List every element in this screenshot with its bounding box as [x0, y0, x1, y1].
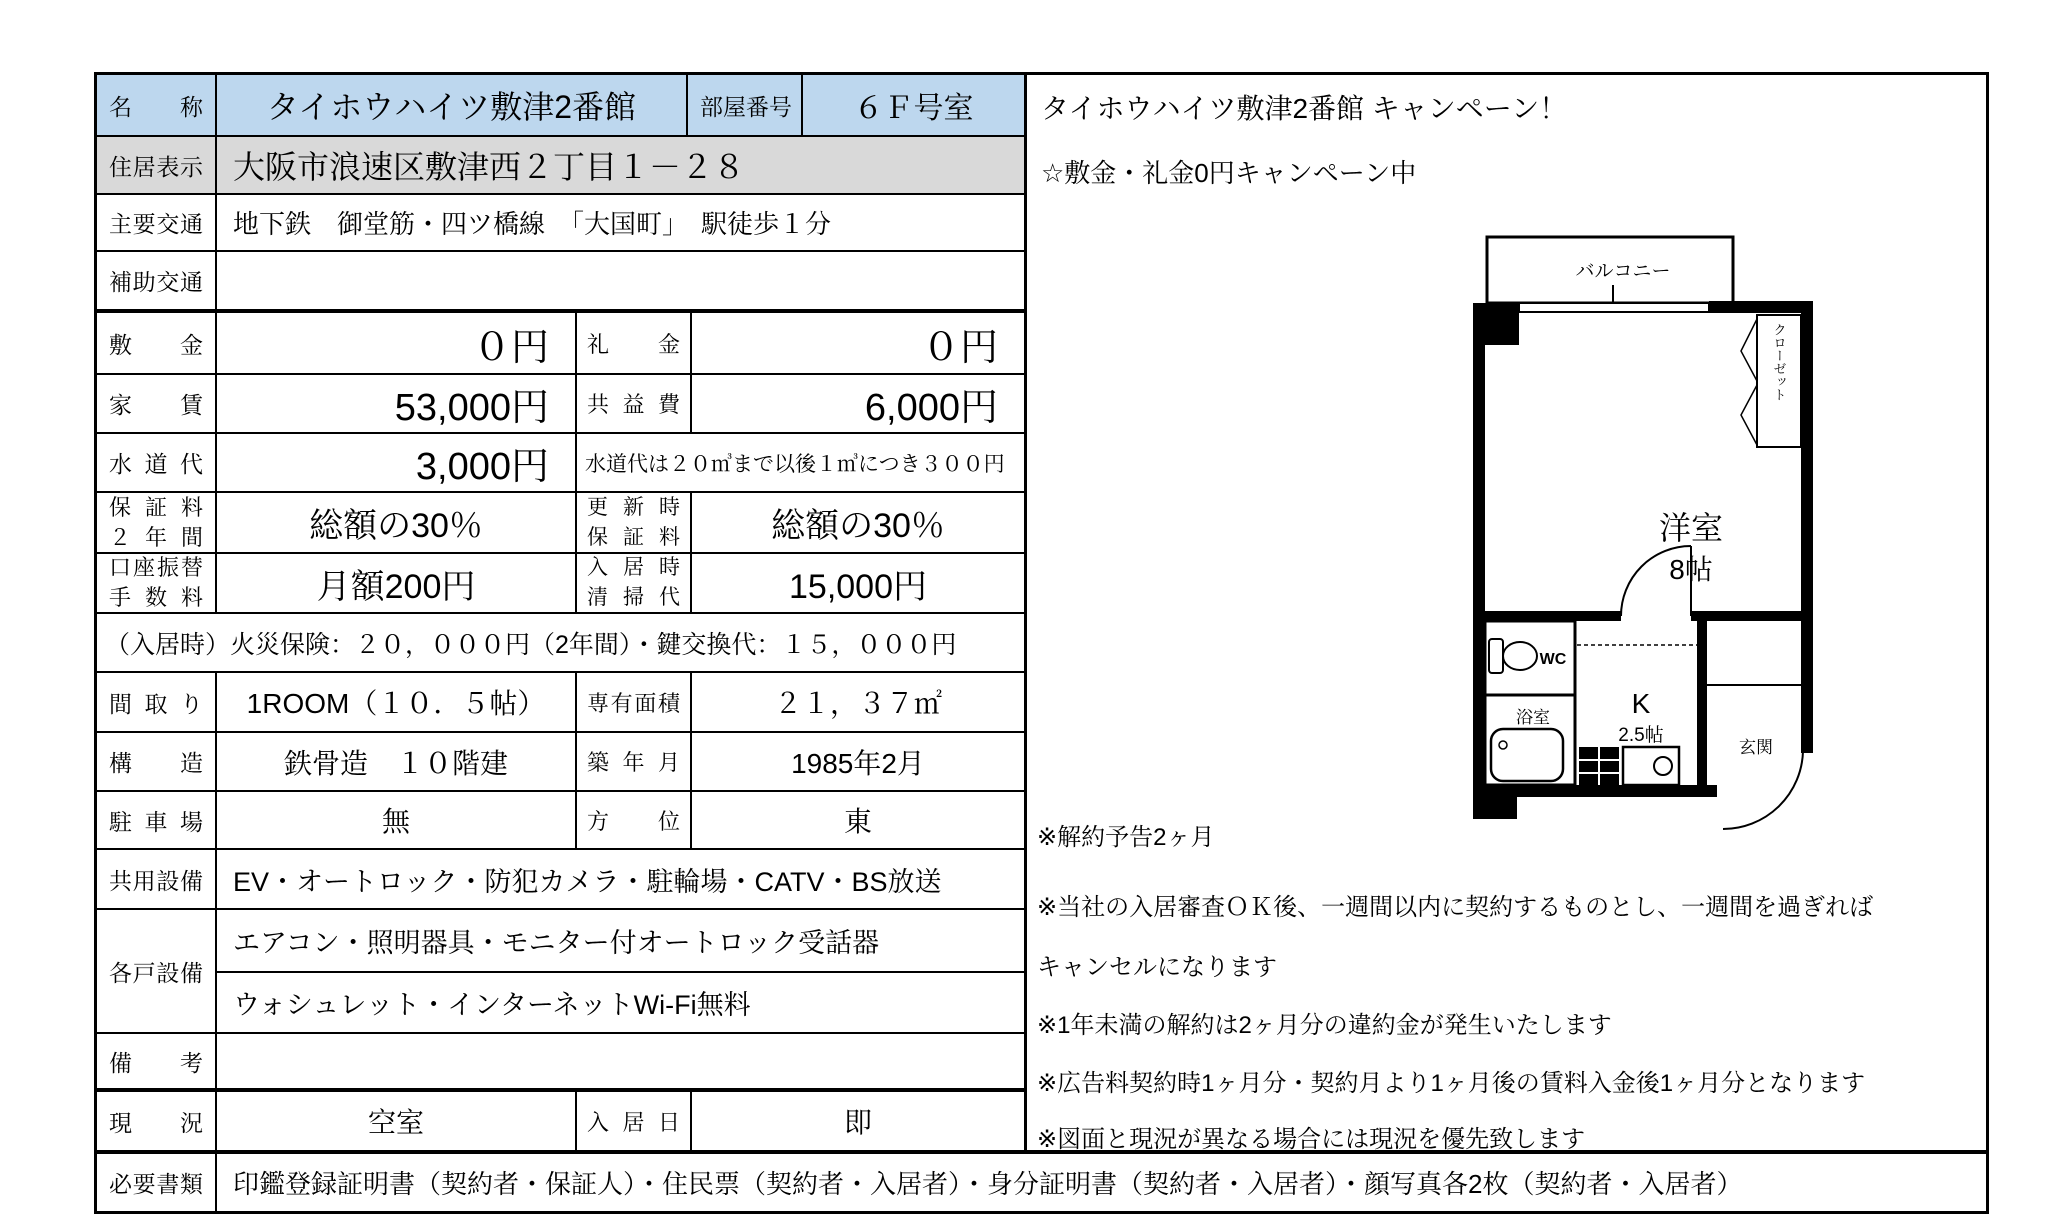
name-label: 名称 [109, 93, 203, 120]
common-equipment-label: 共用設備 [109, 867, 203, 894]
structure-label-cell [97, 733, 217, 790]
sub-transport-label-cell [97, 252, 217, 309]
row-bank-transfer [97, 554, 1024, 614]
right-panel [1027, 75, 1986, 1153]
transport-label-cell [97, 195, 217, 250]
unit-equipment-label-cell [97, 910, 217, 1032]
layout-value: 1ROOM（１０．５帖） [217, 673, 577, 731]
structure-label: 構造 [109, 750, 203, 776]
key-money-value: ０円 [921, 326, 998, 369]
parking-label: 駐車場 [109, 808, 203, 835]
kitchen-label: K [1631, 688, 1651, 719]
toilet-tank-icon [1489, 639, 1503, 673]
note-screening-2: キャンセルになります [1037, 954, 1277, 981]
cleaning-label-line1: 入居時 [587, 556, 680, 579]
common-fee-value: 6,000円 [864, 387, 998, 429]
move-in-date-label: 入居日 [587, 1109, 680, 1135]
address-label-cell [97, 137, 217, 193]
entrance-label: 玄関 [1739, 738, 1773, 757]
closet-fold-door-icon [1741, 319, 1757, 381]
status-label: 現況 [109, 1109, 203, 1136]
rent-label: 家賃 [109, 392, 203, 418]
water-note: 水道代は２０㎥まで以後１㎥につき３００円 [585, 452, 1005, 476]
parking-label-cell [97, 792, 217, 848]
row-name [97, 75, 1024, 137]
row-structure [97, 733, 1024, 792]
wall-left [1473, 341, 1485, 797]
guarantee-value: 総額の30％ [217, 493, 577, 552]
bank-transfer-label-cell [97, 554, 217, 612]
sheet-upper [97, 75, 1986, 1154]
move-in-costs-note: （入居時）火災保険：２０，０００円（2年間）・鍵交換代：１５，０００円 [105, 630, 957, 659]
row-parking [97, 792, 1024, 850]
note-screening-1: ※当社の入居審査ＯＫ後、一週間以内に契約するものとし、一週間を過ぎれば [1037, 894, 1874, 921]
common-equipment-label-cell [97, 850, 217, 908]
window-strip [1519, 303, 1709, 312]
guarantee-label-line2: ２年間 [109, 524, 203, 550]
sub-transport-label: 補助交通 [109, 269, 203, 295]
unit-equipment-line1: エアコン・照明器具・モニター付オートロック受話器 [217, 910, 1024, 973]
unit-equipment-values [217, 910, 1024, 1032]
deposit-label: 敷金 [109, 331, 203, 358]
common-fee-label: 共益費 [587, 392, 680, 417]
bath-label: 浴室 [1516, 708, 1550, 727]
row-water [97, 434, 1024, 493]
room-number-value: ６Ｆ号室 [803, 75, 1024, 135]
cleaning-label-line2: 清掃代 [587, 586, 680, 609]
cleaning-label-cell [577, 554, 692, 612]
row-address [97, 137, 1024, 195]
remarks-label: 備考 [109, 1049, 203, 1076]
common-equipment-value: EV・オートロック・防犯カメラ・駐輪場・CATV・BS放送 [233, 866, 942, 897]
wall-pillar-bottomleft [1473, 785, 1517, 819]
deposit-label-cell [97, 313, 217, 373]
bank-transfer-label-line1: 口座振替 [109, 555, 203, 580]
common-fee-label-cell [577, 375, 692, 432]
bank-transfer-label-line2: 手数料 [109, 585, 203, 610]
built-label-cell [577, 733, 692, 790]
move-in-date-label-cell [577, 1092, 692, 1150]
room-number-label-cell [688, 75, 803, 135]
direction-label-cell [577, 792, 692, 848]
water-value: 3,000円 [217, 434, 577, 491]
area-value: ２１，３７㎡ [773, 688, 942, 719]
renewal-label-cell [577, 493, 692, 552]
room-size-label: 8帖 [1669, 554, 1713, 585]
row-rent [97, 375, 1024, 434]
room-number-label: 部屋番号 [700, 93, 792, 120]
renewal-label-line2: 保証料 [587, 525, 680, 549]
rent-label-cell [97, 375, 217, 432]
note-penalty: ※1年未満の解約は2ヶ月分の違約金が発生いたします [1037, 1012, 1612, 1039]
room-label: 洋室 [1658, 510, 1724, 546]
built-value: 1985年2月 [791, 747, 925, 779]
direction-label: 方位 [587, 808, 680, 834]
row-required-documents [97, 1154, 1986, 1211]
row-layout [97, 673, 1024, 733]
address-label: 住居表示 [109, 153, 203, 180]
campaign-title: タイホウハイツ敷津2番館 キャンペーン！ [1041, 93, 1568, 124]
deposit-value: ０円 [217, 313, 577, 373]
rent-value: 53,000円 [217, 375, 577, 432]
required-documents-label-cell [97, 1154, 217, 1211]
layout-label-cell [97, 673, 217, 731]
wall-pillar-topleft [1473, 303, 1519, 345]
remarks-value [217, 1034, 1024, 1088]
row-unit-equipment [97, 910, 1024, 1034]
note-ad-fee: ※広告料契約時1ヶ月分・契約月より1ヶ月後の賃料入金後1ヶ月分となります [1037, 1070, 1866, 1097]
note-cancellation: ※解約予告2ヶ月 [1037, 824, 1215, 851]
name-label-cell [97, 75, 217, 135]
listing-sheet [94, 72, 1989, 1214]
parking-value: 無 [217, 792, 577, 848]
balcony-label: バルコニー [1575, 261, 1671, 282]
floorplan [1473, 233, 1813, 837]
row-status [97, 1092, 1024, 1150]
row-remarks [97, 1034, 1024, 1092]
entrance-door-arc [1723, 751, 1803, 829]
row-transport [97, 195, 1024, 252]
direction-value: 東 [843, 806, 872, 837]
area-label-cell [577, 673, 692, 731]
remarks-label-cell [97, 1034, 217, 1088]
guarantee-label-line1: 保証料 [109, 494, 203, 520]
key-money-label: 礼金 [587, 331, 680, 357]
wall-top-right [1709, 301, 1813, 313]
closet-fold-door-icon [1741, 385, 1757, 445]
wall-entrance-divider [1697, 621, 1707, 785]
row-move-in-costs [97, 614, 1024, 673]
structure-value: 鉄骨造 １０階建 [217, 733, 577, 790]
campaign-line: ☆敷金・礼金0円キャンペーン中 [1041, 158, 1417, 188]
row-common-equipment [97, 850, 1024, 910]
closet-label: クローゼット [1771, 323, 1787, 401]
area-label: 専有面積 [587, 690, 680, 716]
required-documents-value: 印鑑登録証明書（契約者・保証人）・住民票（契約者・入居者）・身分証明書（契約者・入居者）・顔写真各2枚（契約者・入居者） [233, 1169, 1743, 1199]
note-plan-priority: ※図面と現況が異なる場合には現況を優先致します [1037, 1126, 1586, 1153]
key-money-label-cell [577, 313, 692, 373]
address-value: 大阪市浪速区敷津西２丁目１－２８ [217, 137, 1024, 193]
renewal-value: 総額の30％ [771, 507, 945, 545]
toilet-icon [1503, 642, 1537, 670]
transport-label: 主要交通 [109, 211, 203, 237]
built-label: 築年月 [587, 750, 680, 775]
layout-label: 間取り [109, 690, 203, 717]
unit-equipment-label: 各戸設備 [109, 959, 203, 986]
water-label-cell [97, 434, 217, 491]
row-sub-transport [97, 252, 1024, 313]
wc-label: WC [1539, 651, 1567, 668]
cleaning-value: 15,000円 [789, 567, 927, 606]
wall-right [1801, 311, 1813, 753]
property-table [97, 75, 1027, 1150]
kitchen-size-label: 2.5帖 [1618, 725, 1664, 746]
guarantee-label-cell [97, 493, 217, 552]
unit-equipment-line2: ウォシュレット・インターネットWi-Fi無料 [233, 990, 751, 1020]
row-guarantee [97, 493, 1024, 554]
row-deposit [97, 313, 1024, 375]
sub-transport-value [217, 252, 1024, 309]
sink-icon [1623, 747, 1679, 785]
status-value: 空室 [217, 1092, 577, 1150]
move-in-date-value: 即 [843, 1107, 872, 1138]
water-label: 水道代 [109, 451, 203, 477]
status-label-cell [97, 1092, 217, 1150]
name-value: タイホウハイツ敷津2番館 [217, 75, 688, 135]
renewal-label-line1: 更新時 [587, 495, 680, 519]
bathtub-icon [1491, 729, 1563, 781]
wall-divider-right [1691, 611, 1801, 621]
transport-value: 地下鉄 御堂筋・四ツ橋線 「大国町」 駅徒歩１分 [233, 209, 832, 239]
required-documents-label: 必要書類 [109, 1171, 203, 1197]
bank-transfer-value: 月額200円 [217, 554, 577, 612]
